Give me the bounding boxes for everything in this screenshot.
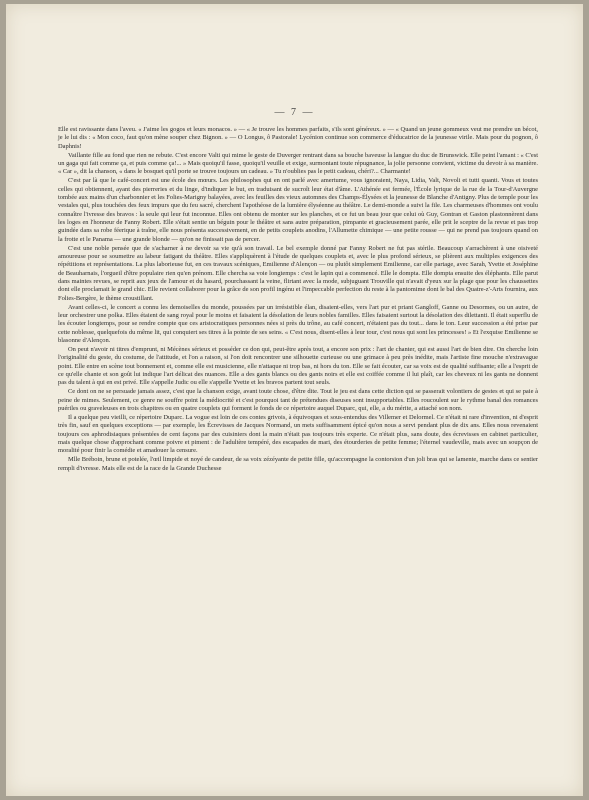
document-page bbox=[6, 4, 583, 796]
page-number: — 7 — bbox=[274, 107, 315, 118]
paragraph: On peut n'avoir ni titres d'emprunt, ni Mécènes sérieux et posséder ce don qui, peut-être après tout, a encore son prix : l'art de chanter, qui est aussi l'art de bien dire. On cherche loin l'originalité du geste, du costume, de l'attitude, et l'on a raison, si l'on doit rencontrer une silhouette curieuse ou une grimace à peu près inédite, mais l'artiste fine mouche n'extravague point. Elle entre en scène tout bonnement et, comme elle est musicienne, elle n'attaque ni trop bas, ni hors du ton. Elle se fait écouter, car sa voix est de qualité suffisante; elle a l'esprit de ce qu'elle chante et son goût lui indique l'art délicat des nuances. Elle a des gants blancs ou des gants noirs et elle est coiffée comme il lui plaît, car les cheveux ni les gants ne donnent pas du talent à qui en est privé. Elle s'appelle Judic ou elle s'appelle Yvette et les bravos partent tout seuls. bbox=[58, 345, 538, 387]
paragraph: C'est par là que le café-concert est une école des mœurs. Les philosophes qui en ont parlé avec amertume, vous ignoraient, Naya, Lidia, Valt, Novoli et tutti quanti. Vous et toutes celles qui obtiennent, ayant des pierreries et du linge, d'indiquer le but, en traduisant de sucroît leur état d'âme. L'Athénée est fermée, l'École lyrique de la rue de la Tour-d'Auvergne tombée aux mains d'un charbonnier et les Folies-Marigny balayées, avec les feuilles des vieux automnes des Champs-Élysées et la jeunesse de Blanche d'Antigny. Plus de temple pour les vestales qui, plus touchées des feux impurs que du feu sacré, cherchent l'apothéose de la lumière élyséenne au théâtre. Le demi-monde a suivi la file. Les charmeuses d'hommes ont voulu connaître l'ivresse des bravos : la seule qui leur fut inconnue. Elles ont obtenu de monter sur les planches, et ce fut un beau jour que celui où Guy, Gontran et Gaston plastonnèrent dans les loges en l'honneur de Fanny Robert. Elle s'était sentie un béguin pour le théâtre et sans autre préparation, pimpante et gracieusement parée, elle prit le sceptre de la revue et pas trop guindée dans sa robe féerique à traîne, elle nous présenta successivement, en de petits couplets anodins, l'Allumette chimique — une petite rousse — qui ne prend pas toujours quand on la frotte et le Panama — une grande blonde — qu'on ne finissait pas de percer. bbox=[58, 177, 538, 243]
body-text bbox=[58, 126, 538, 473]
paragraph: Avant celles-ci, le concert a connu les demoiselles du monde, poussées par un irrésistible élan, disaient-elles, vers l'art pur et priant Gangloff, Ganne ou Desormes, ou un autre, de leur orchestrer une polka. Elles étaient de sang royal pour le moins et faisaient la désolation de leurs nobles familles. Elles faisaient surtout la désolation des dilettanti. Il était superflu de les écouter longtemps, pour se rendre compte que ces aristocratiques personnes nées si près du trône, au café concert, n'étaient pas du tout... dans le ton. Leur succession a été prise par cette noblesse, quelquefois du même lit, qui conquiert ses titres à la pointe de ses seins. « C'est nous, disent-elles à leur tour, c'est nous qui sont les princesses! » Et l'exquise Emilienne se blasonne d'Alençon. bbox=[58, 303, 538, 344]
paragraph: Ce dont on ne se persuade jamais assez, c'est que la chanson exige, avant toute chose, d'être dite. Tout le jeu est dans cette diction qui se passerait volontiers de gestes et qui se paie à peine de mimes. Seulement, ce genre ne souffre point la médiocrité et c'est pourquoi tant de prétendues diseuses sont insupportables. Elles roucoulent sur le rythme banal des romances puériles ou graveleuses en trois chapitres ou en quatre couplets qui forment le fonds de ce répertoire auquel Duparc, qui, elle, a du mérite, a attaché son nom. bbox=[58, 388, 538, 412]
paragraph: Mlle Bréboin, brune et potelée, l'œil limpide et noyé de candeur, de sa voix zézéyante de petite fille, qu'accompagne la contorsion d'un joli bras qui se lamente, marche dans ce sentier rempli d'ivresse. Mais elle est de la race de la Grande Duchesse bbox=[58, 456, 538, 472]
paragraph: C'est une noble pensée que de s'acharner à ne devoir sa vie qu'à son travail. Le bel exemple donné par Fanny Robert ne fut pas stérile. Beaucoup s'arrachèrent à une oisiveté amoureuse pour se soumettre au labeur fatigant du théâtre. Elles s'appliquèrent à l'étude de quelques couplets et, avec le plus profond sérieux, se plièrent aux multiples exigences des répétitions et représentations. La plus laborieuse fut, en ces travaux scéniques, Emilienne d'Alençon — ou plutôt simplement Emilienne, car elle partage, avec Sarah, Yvette et Joséphine de Beauharnais, l'orgueil d'être populaire rien qu'en prénom. Elle chercha sa voie longtemps : c'est le lapin qui a commencé. Elle le dompta. Elle dompta ensuite des éléphants. Elle parut dans maintes revues, se reprit aux jeux de l'amour et du hasard, pourchassant la veine, flirtant avec la mode, subjuguant Trouville qui n'avait d'yeux sur la plage que pour les chaussettes dont elle proclamait le grand chic. Elle revient collaborer pour la grâce de son profil ingénu et l'impeccable perfection du reste à la pantomime dont le bal des Quatre-z'-Arts fournira, aux Folies-Bergère, le thème croustillant. bbox=[58, 244, 538, 302]
paragraph: Vaillante fille au fond que rien ne rebute. C'est encore Valti qui mime le geste de Duverger rentrant dans sa bouche baveuse la langue du duc de Brunswick. Elle peint l'amant : « C'est un gaga qui fait comme ça, et puis comme ça!... » Mais quoiqu'il fasse, quoiqu'il veuille et exige, surmontant toute répugnance, la jolie personne convient, victime du devoir à sa manière. « Car », dit la chanson, « dans le bosquet qu'il porte se trouve toujours un cadeau. » Tu n'oublies pas le petit cadeau, chéri?... Charmante! bbox=[58, 151, 538, 176]
paragraph: Elle est ravissante dans l'aveu. « J'aime les gogos et leurs monacos. » — « Je trouve les hommes parfaits, s'ils sont généreux. » — « Quand un jeune gommeux veut me prendre un bécot, je le lui dis : « Mon coco, faut qu'on mène souper chez Bignon. » — O Longus, ô Pastorale! Lycénion continue son commerce d'éducatrice de la jeunesse virile. Mais pour du pognon, ô Daphnis! bbox=[58, 126, 538, 150]
paragraph: Il a quelque peu vieilli, ce répertoire Duparc. La vogue est loin de ces contes grivois, à équivoques et sous-entendus des Villemer et Delormel. Ce n'était ni rare d'invention, ni d'esprit très fin, sauf en quelques exceptions — par exemple, les Écrevisses de Jacques Normand, un mets suffisamment épicé qu'on nous a servi pendant plus de dix ans. Elles nous revenaient toujours ces aphrodisiaques présentées de cent façons par des cuisiniers dont la main n'était pas toujours très experte. Ce n'était plus, sans doute, des écrevisses en cabinet particulier, mais quelque chose d'approchant comme poivre et piment : de l'adultère tempéré, des escapades de mari, des étourderies de petite femme; l'éternel vaudeville, mais avec un soupçon de moralité pour finir la comédie et amadouer la censure. bbox=[58, 413, 538, 455]
